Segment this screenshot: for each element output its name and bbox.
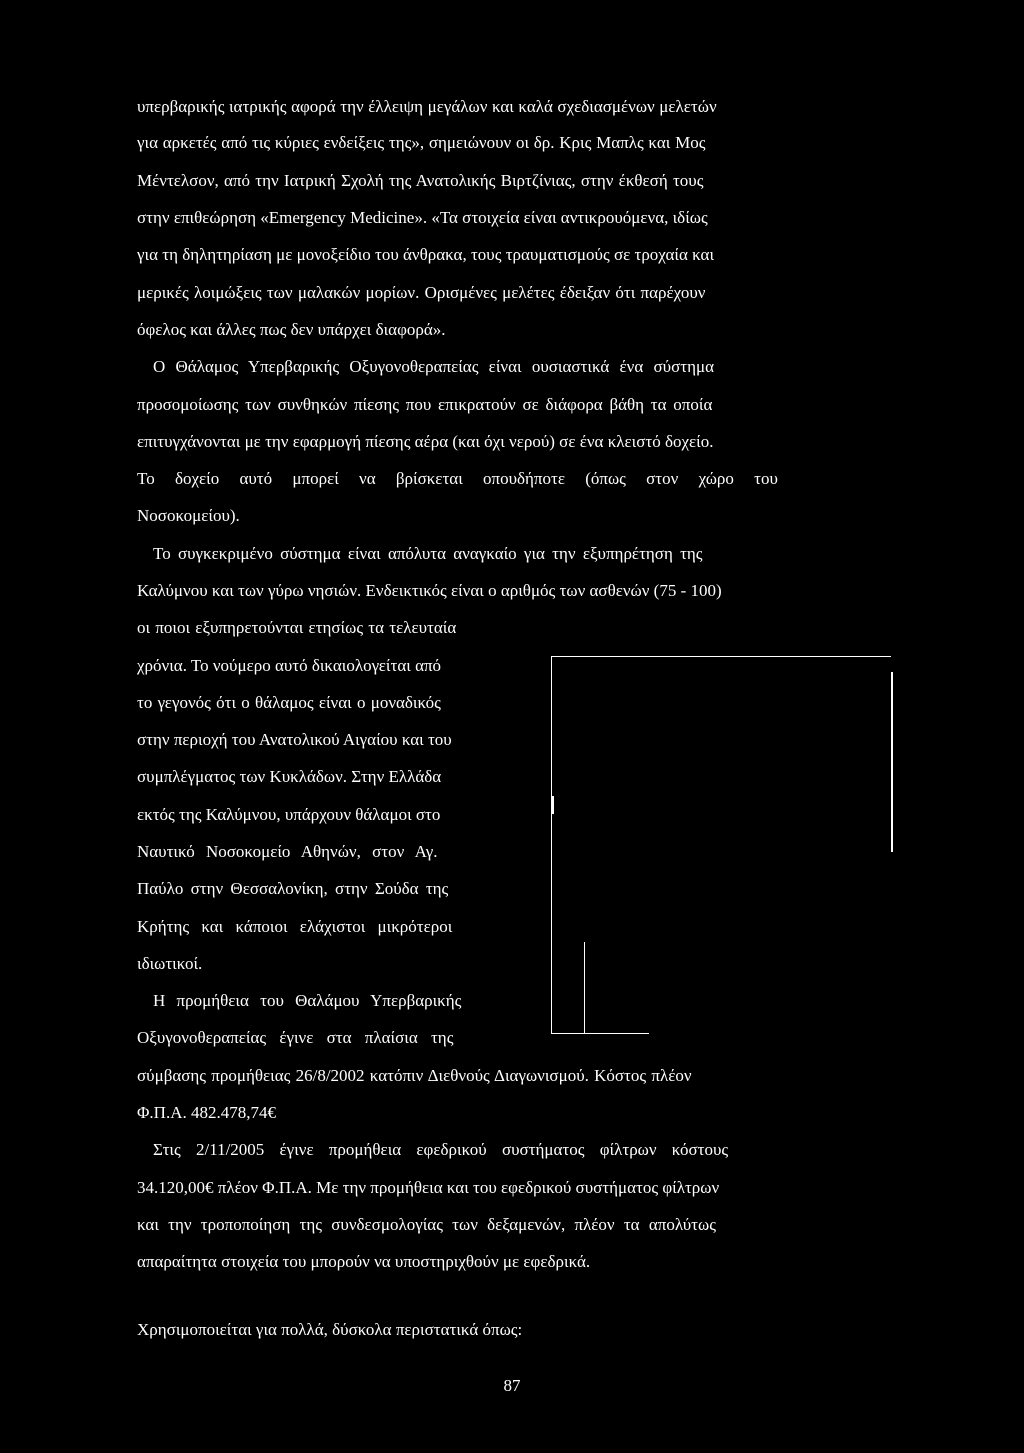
- text-line-18: στην περιοχή του Ανατολικού Αιγαίου και του: [137, 730, 452, 749]
- text-line-3: Μέντελσον, από την Ιατρική Σχολή της Ανατολικής Βιρτζίνιας, στην έκθεσή τους: [137, 171, 704, 190]
- text-line-19: συμπλέγματος των Κυκλάδων. Στην Ελλάδα: [137, 767, 442, 786]
- text-line-33: Χρησιμοποιείται για πολλά, δύσκολα περιστατικά όπως:: [137, 1320, 523, 1339]
- text-line-17: το γεγονός ότι ο θάλαμος είναι ο μοναδικός: [137, 693, 441, 712]
- text-line-23: Κρήτης και κάποιοι ελάχιστοι μικρότεροι: [137, 917, 453, 936]
- image-frame: [551, 656, 896, 1036]
- text-line-31: και την τροποποίηση της συνδεσμολογίας των δεξαμενών, πλέον τα απολύτως: [137, 1215, 716, 1234]
- text-line-10: επιτυγχάνονται με την εφαρμογή πίεσης αέρα (και όχι νερού) σε ένα κλειστό δοχείο.: [137, 432, 714, 451]
- frame-tick-mark: [551, 796, 554, 814]
- text-line-8: Ο Θάλαμος Υπερβαρικής Οξυγονοθεραπείας είναι ουσιαστικά ένα σύστημα: [153, 357, 714, 376]
- text-line-25: Η προμήθεια του Θαλάμου Υπερβαρικής: [153, 991, 462, 1010]
- text-line-12: Νοσοκομείου).: [137, 506, 240, 525]
- page-number: 87: [503, 1376, 521, 1395]
- text-line-24: ιδιωτικοί.: [137, 954, 203, 973]
- text-line-15: οι ποιοι εξυπηρετούνται ετησίως τα τελευταία: [137, 618, 457, 637]
- text-line-9: προσομοίωσης των συνθηκών πίεσης που επικρατούν σε διάφορα βάθη τα οποία: [137, 395, 713, 414]
- text-line-6: μερικές λοιμώξεις των μαλακών μορίων. Ορισμένες μελέτες έδειξαν ότι παρέχουν: [137, 283, 706, 302]
- text-line-27: σύμβασης προμήθειας 26/8/2002 κατόπιν Διεθνούς Διαγωνισμού. Κόστος πλέον: [137, 1066, 692, 1085]
- text-line-11: Το δοχείο αυτό μπορεί να βρίσκεται οπουδήποτε (όπως στον χώρο του: [137, 469, 778, 488]
- frame-bottom-edge: [551, 1033, 649, 1034]
- frame-left-edge: [551, 656, 552, 1034]
- text-line-28: Φ.Π.Α. 482.478,74€: [137, 1103, 276, 1122]
- text-line-26: Οξυγονοθεραπείας έγινε στα πλαίσια της: [137, 1028, 454, 1047]
- text-line-7: όφελος και άλλες πως δεν υπάρχει διαφορά».: [137, 320, 446, 339]
- text-line-5: για τη δηλητηρίαση με μονοξείδιο του άνθρακα, τους τραυματισμούς σε τροχαία και: [137, 245, 715, 264]
- text-line-2: για αρκετές από τις κύριες ενδείξεις της», σημειώνουν οι δρ. Κρις Μαπλς και Μος: [137, 133, 706, 152]
- text-line-29: Στις 2/11/2005 έγινε προμήθεια εφεδρικού συστήματος φίλτρων κόστους: [153, 1140, 729, 1159]
- text-line-22: Παύλο στην Θεσσαλονίκη, στην Σούδα της: [137, 879, 449, 898]
- text-line-14: Καλύμνου και των γύρω νησιών. Ενδεικτικός είναι ο αριθμός των ασθενών (75 - 100): [137, 581, 722, 600]
- frame-right-edge: [891, 672, 893, 852]
- text-line-13: Το συγκεκριμένο σύστημα είναι απόλυτα αναγκαίο για την εξυπηρέτηση της: [153, 544, 703, 563]
- text-line-30: 34.120,00€ πλέον Φ.Π.Α. Με την προμήθεια και του εφεδρικού συστήματος φίλτρων: [137, 1178, 720, 1197]
- text-line-21: Ναυτικό Νοσοκομείο Αθηνών, στον Αγ.: [137, 842, 438, 861]
- text-line-20: εκτός της Καλύμνου, υπάρχουν θάλαμοι στο: [137, 805, 441, 824]
- frame-inner-line: [584, 942, 585, 1034]
- text-line-4: στην επιθεώρηση «Emergency Medicine». «Τα στοιχεία είναι αντικρουόμενα, ιδίως: [137, 208, 708, 227]
- text-line-1: υπερβαρικής ιατρικής αφορά την έλλειψη μεγάλων και καλά σχεδιασμένων μελετών: [137, 97, 717, 116]
- text-line-32: απαραίτητα στοιχεία του μπορούν να υποστηριχθούν με εφεδρικά.: [137, 1252, 591, 1271]
- frame-top-edge: [551, 656, 891, 657]
- text-line-16: χρόνια. Το νούμερο αυτό δικαιολογείται από: [137, 656, 442, 675]
